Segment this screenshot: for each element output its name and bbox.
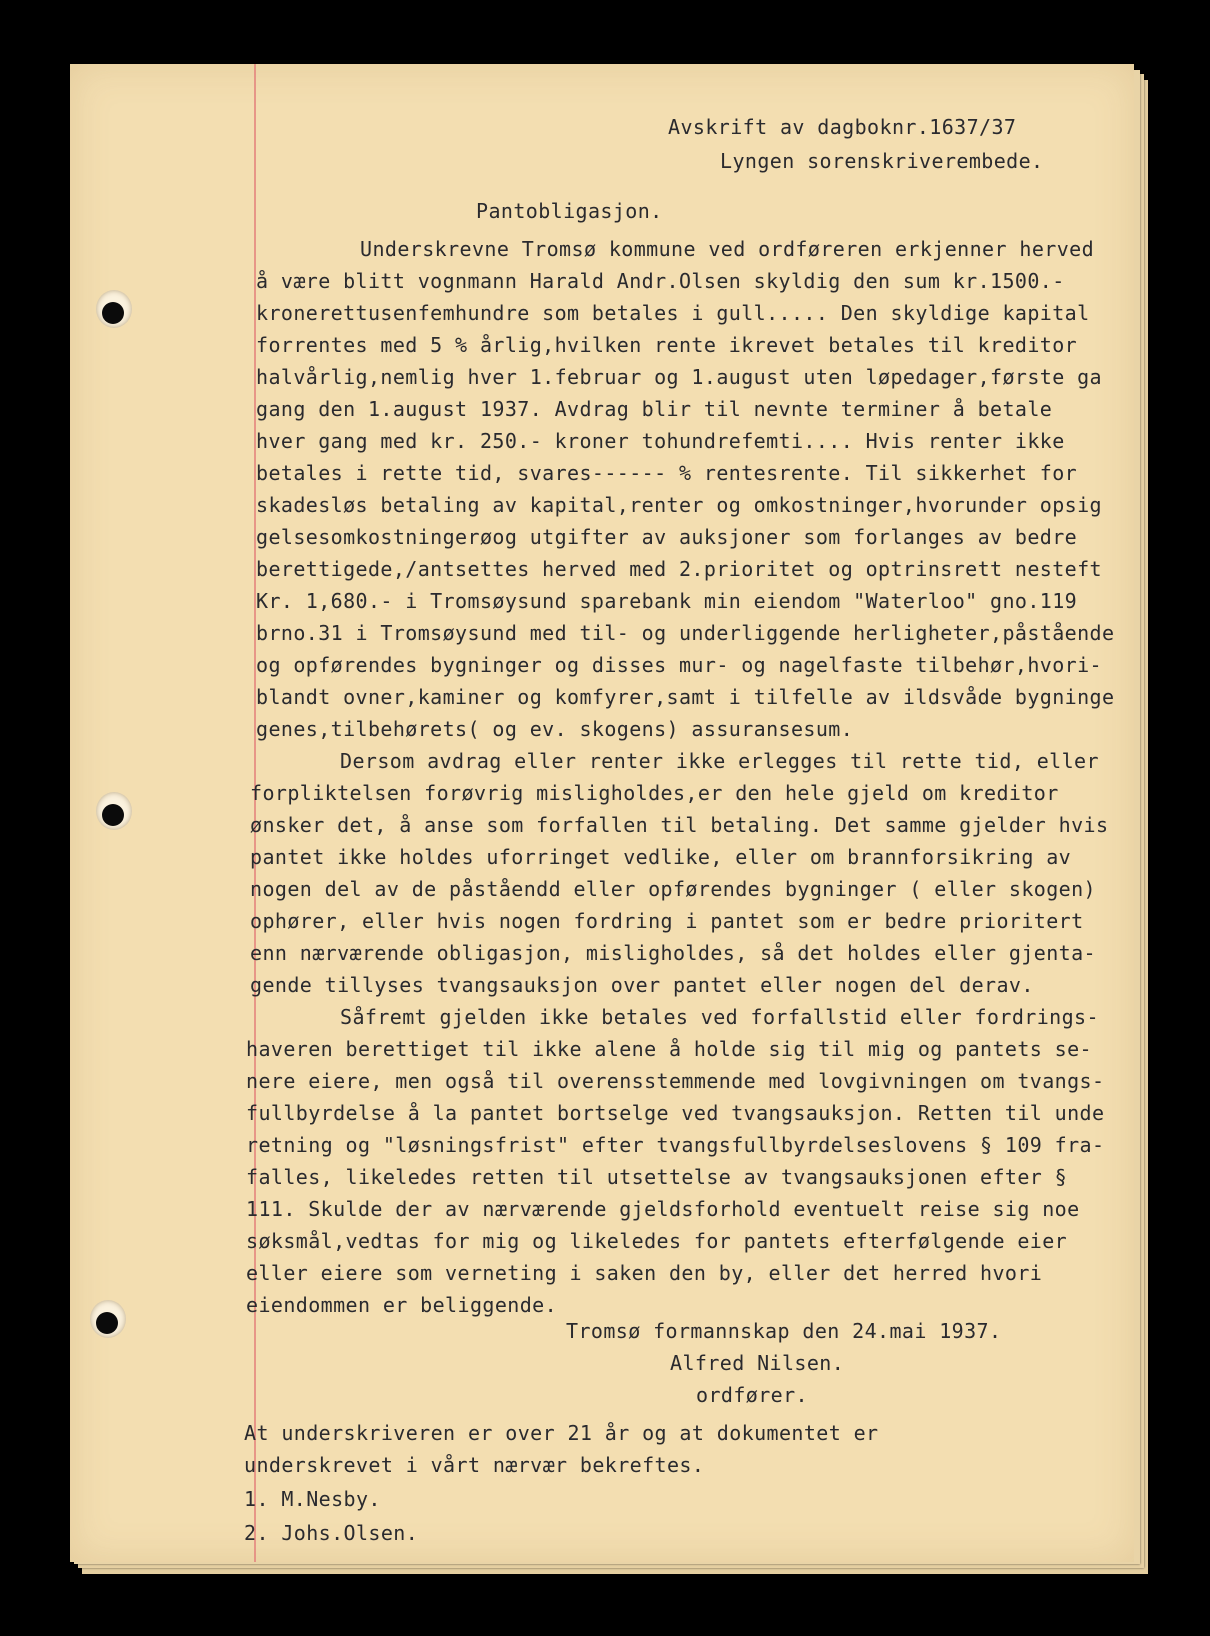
closing-place-date: Tromsø formannskap den 24.mai 1937.: [566, 1319, 1002, 1343]
body-line: Underskrevne Tromsø kommune ved ordføreren erkjenner herved: [360, 237, 1095, 261]
signer-role: ordfører.: [696, 1383, 808, 1407]
body-line: gang den 1.august 1937. Avdrag blir til nevnte terminer å betale: [256, 397, 1053, 421]
body-line: kronerettusenfemhundre som betales i gull..... Den skyldige kapital: [256, 301, 1090, 325]
body-line: brno.31 i Tromsøysund med til- og underliggende herligheter,påstående: [256, 621, 1115, 645]
body-line: ophører, eller hvis nogen fordring i pantet som er bedre prioritert: [250, 909, 1084, 933]
body-line: skadesløs betaling av kapital,renter og omkostninger,hvorunder opsig: [256, 493, 1102, 517]
header-reference: Avskrift av dagboknr.1637/37: [668, 115, 1017, 139]
body-line: å være blitt vognmann Harald Andr.Olsen skyldig den sum kr.1500.-: [256, 269, 1065, 293]
witness-statement-1: At underskriveren er over 21 år og at dokumentet er: [244, 1421, 879, 1445]
body-line: forrentes med 5 % årlig,hvilken rente ikrevet betales til kreditor: [256, 333, 1078, 357]
header-office: Lyngen sorenskriverembede.: [720, 149, 1044, 173]
body-line: nere eiere, men også til overensstemmende med lovgivningen om tvangs-: [246, 1069, 1105, 1093]
body-line: berettigede,/antsettes herved med 2.prioritet og optrinsrett nesteft: [256, 557, 1102, 581]
witness-1: 1. M.Nesby.: [244, 1487, 381, 1511]
body-line: søksmål,vedtas for mig og likeledes for pantets efterfølgende eier: [246, 1229, 1068, 1253]
body-line: pantet ikke holdes uforringet vedlike, eller om brannforsikring av: [250, 845, 1072, 869]
document-title: Pantobligasjon.: [476, 199, 663, 223]
body-line: retning og "løsningsfrist" efter tvangsfullbyrdelseslovens § 109 fra-: [246, 1133, 1105, 1157]
body-line: eller eiere som verneting i saken den by, eller det herred hvori: [246, 1261, 1043, 1285]
body-line: enn nærværende obligasjon, misligholdes, så det holdes eller gjenta-: [250, 941, 1096, 965]
body-line: gelsesomkostningerøog utgifter av auksjoner som forlanges av bedre: [256, 525, 1078, 549]
witness-statement-2: underskrevet i vårt nærvær bekreftes.: [244, 1453, 705, 1477]
witness-2: 2. Johs.Olsen.: [244, 1521, 419, 1545]
body-line: og opførendes bygninger og disses mur- og nagelfaste tilbehør,hvori-: [256, 653, 1102, 677]
body-line: forpliktelsen forøvrig misligholdes,er den hele gjeld om kreditor: [250, 781, 1059, 805]
body-line: nogen del av de påståendd eller opførendes bygninger ( eller skogen): [250, 877, 1096, 901]
body-line: falles, likeledes retten til utsettelse av tvangsauksjonen efter §: [246, 1165, 1068, 1189]
body-line: Dersom avdrag eller renter ikke erlegges til rette tid, eller: [340, 749, 1099, 773]
body-line: 111. Skulde der av nærværende gjeldsforhold eventuelt reise sig noe: [246, 1197, 1080, 1221]
body-line: fullbyrdelse å la pantet bortselge ved tvangsauksjon. Retten til unde: [246, 1101, 1105, 1125]
body-line: blandt ovner,kaminer og komfyrer,samt i tilfelle av ildsvåde bygninge: [256, 685, 1115, 709]
body-line: Kr. 1,680.- i Tromsøysund sparebank min eiendom "Waterloo" gno.119: [256, 589, 1078, 613]
body-line: haveren berettiget til ikke alene å holde sig til mig og pantets se-: [246, 1037, 1092, 1061]
signer-name: Alfred Nilsen.: [670, 1351, 845, 1375]
body-line: genes,tilbehørets( og ev. skogens) assuransesum.: [256, 717, 854, 741]
body-line: eiendommen er beliggende.: [246, 1293, 558, 1317]
body-line: gende tillyses tvangsauksjon over pantet eller nogen del derav.: [250, 973, 1034, 997]
body-line: hver gang med kr. 250.- kroner tohundrefemti.... Hvis renter ikke: [256, 429, 1065, 453]
body-line: Såfremt gjelden ikke betales ved forfallstid eller fordrings-: [340, 1005, 1099, 1029]
body-line: halvårlig,nemlig hver 1.februar og 1.august uten løpedager,første ga: [256, 365, 1102, 389]
body-line: ønsker det, å anse som forfallen til betaling. Det samme gjelder hvis: [250, 813, 1109, 837]
body-line: betales i rette tid, svares------ % rentesrente. Til sikkerhet for: [256, 461, 1078, 485]
